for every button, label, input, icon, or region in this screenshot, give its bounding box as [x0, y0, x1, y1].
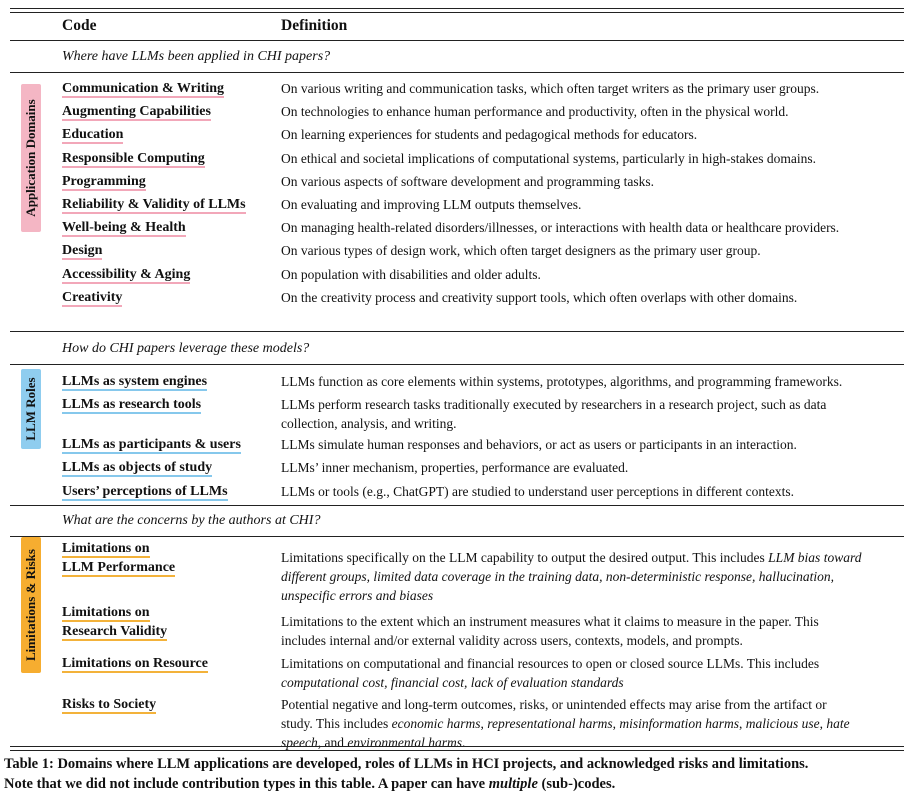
- table-row-definition: On learning experiences for students and pedagogical methods for educators.: [281, 127, 698, 143]
- table-row-code: Programming: [62, 173, 146, 189]
- table-bottom-rule: [10, 746, 904, 747]
- table-row-definition: Potential negative and long-term outcomes, risks, or unintended effects may arise from the artifact or study. This includes economic harms, representational harms, misinformation harms, malicious use, hate speech, and environmental harms.: [281, 697, 850, 750]
- table-row-code: LLMs as participants & users: [62, 437, 241, 452]
- section-rule: [10, 364, 904, 365]
- table-row-definition: On the creativity process and creativity support tools, which often overlaps with other domains.: [281, 289, 798, 305]
- section-rule: [10, 72, 904, 73]
- table-row-code: Augmenting Capabilities: [62, 104, 211, 120]
- table-row-definition: LLMs function as core elements within systems, prototypes, algorithms, and programming frameworks.: [281, 374, 843, 389]
- table-row-definition: LLMs simulate human responses and behaviors, or act as users or participants in an interaction.: [281, 437, 797, 452]
- column-header-code: Code: [62, 17, 97, 34]
- section-rule: [10, 505, 904, 506]
- badge-llm-roles: [21, 369, 41, 449]
- section-question-roles: How do CHI papers leverage these models?: [62, 341, 310, 356]
- table-row-definition: On managing health-related disorders/illnesses, or interactions with health data or healthcare providers.: [281, 220, 840, 236]
- table-row-code: LLMs as system engines: [62, 374, 208, 389]
- badge-limitations-risks: [21, 537, 41, 673]
- table-row-code: Risks to Society: [62, 697, 157, 712]
- section-question-app: Where have LLMs been applied in CHI papers?: [62, 49, 331, 64]
- table-row-code: Limitations on LLM Performance: [62, 541, 176, 575]
- badge-label: Limitations & Risks: [23, 549, 38, 661]
- table-row-code: Well-being & Health: [62, 220, 186, 236]
- section-question-limits: What are the concerns by the authors at CHI?: [62, 513, 321, 528]
- table-row-code: Reliability & Validity of LLMs: [62, 197, 246, 212]
- table-row-definition: Limitations to the extent which an instrument measures what it claims to measure in the paper. This includes internal and/or external validity across users, contexts, models, and prompts.: [281, 614, 819, 648]
- table-row-definition: LLMs perform research tasks traditionally executed by researchers in a research project, such as data collection, analysis, and writing.: [281, 397, 827, 431]
- table-row-code: Limitations on Research Validity: [62, 605, 168, 639]
- table-row-definition: On evaluating and improving LLM outputs themselves.: [281, 197, 582, 212]
- table-row-definition: On various aspects of software development and programming tasks.: [281, 173, 655, 189]
- badge-application-domains: [21, 84, 41, 232]
- column-header-definition: Definition: [281, 17, 348, 34]
- table-row-code: Design: [62, 243, 103, 259]
- table-row-definition: LLMs or tools (e.g., ChatGPT) are studied to understand user perceptions in different contexts.: [281, 484, 795, 499]
- badge-label: Application Domains: [23, 99, 38, 217]
- table-caption: Table 1: Domains where LLM applications are developed, roles of LLMs in HCI projects, and acknowledged risks and limitations. Note that we did not include contribution types in this table. A paper can have multiple (sub-)codes.: [4, 756, 809, 792]
- section-rule: [10, 331, 904, 332]
- table-row-code: Communication & Writing: [62, 81, 225, 96]
- table-row-definition: On technologies to enhance human performance and productivity, often in the physical world.: [281, 104, 789, 120]
- table-top-rule-2: [10, 12, 904, 13]
- table-top-rule: [10, 8, 904, 9]
- section-rule: [10, 536, 904, 537]
- table-row-code: LLMs as objects of study: [62, 460, 213, 475]
- table-row-definition: LLMs’ inner mechanism, properties, performance are evaluated.: [281, 460, 629, 475]
- table-row-definition: On various writing and communication tasks, which often target writers as the primary user groups.: [281, 81, 820, 96]
- table-row-code: LLMs as research tools: [62, 397, 202, 412]
- table-row-code: Limitations on Resource: [62, 656, 208, 671]
- table-row-code: Responsible Computing: [62, 150, 205, 166]
- table-row-definition: Limitations on computational and financial resources to open or closed source LLMs. This includes computational cost, financial cost, lack of evaluation standards: [281, 656, 820, 690]
- table-row-definition: On population with disabilities and older adults.: [281, 266, 541, 282]
- header-rule: [10, 40, 904, 41]
- table-row-definition: On ethical and societal implications of computational systems, particularly in high-stakes domains.: [281, 150, 817, 166]
- table-row-definition: Limitations specifically on the LLM capability to output the desired output. This includes LLM bias toward different groups, limited data coverage in the training data, non-deterministic response, hallucination, unspecific errors and biases: [281, 550, 862, 603]
- table-row-definition: On various types of design work, which often target designers as the primary user group.: [281, 243, 761, 259]
- badge-label: LLM Roles: [23, 377, 38, 441]
- table-row-code: Users’ perceptions of LLMs: [62, 484, 228, 499]
- table-row-code: Education: [62, 127, 124, 143]
- table-bottom-rule-2: [10, 750, 904, 751]
- table-row-code: Creativity: [62, 289, 123, 305]
- table-row-code: Accessibility & Aging: [62, 266, 191, 282]
